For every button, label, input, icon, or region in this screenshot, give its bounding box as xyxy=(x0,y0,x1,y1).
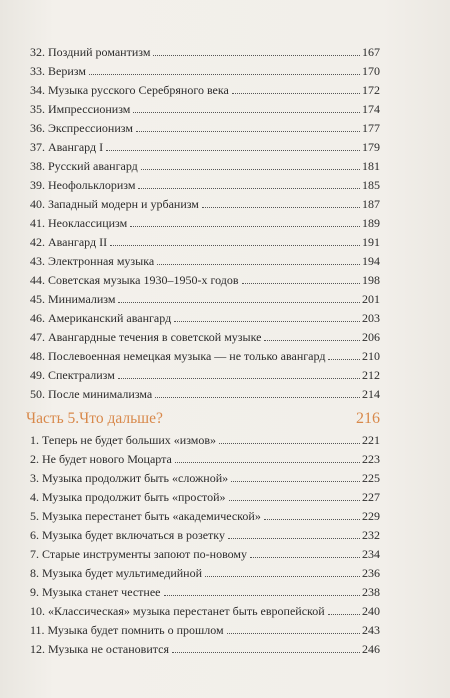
toc-entry-page: 240 xyxy=(362,604,380,618)
toc-entry-page: 214 xyxy=(362,387,380,401)
dot-leader xyxy=(118,302,360,303)
dot-leader xyxy=(328,359,360,360)
toc-entry-title: 8. Музыка будет мультимедийной xyxy=(30,566,203,580)
dot-leader xyxy=(164,595,361,596)
toc-entry-page: 225 xyxy=(362,471,380,485)
toc-entry-title: 32. Поздний романтизм xyxy=(30,45,151,59)
dot-leader xyxy=(232,93,360,94)
toc-entry xyxy=(30,523,380,542)
toc-entry-title: 41. Неоклассицизм xyxy=(30,216,128,230)
toc-entry-page: 223 xyxy=(362,452,380,466)
dot-leader xyxy=(242,283,360,284)
table-of-contents xyxy=(26,40,380,656)
toc-entry-page: 189 xyxy=(362,216,380,230)
toc-entry-title: 50. После минимализма xyxy=(30,387,153,401)
toc-entry-title: 44. Советская музыка 1930–1950-х годов xyxy=(30,273,239,287)
toc-entry xyxy=(30,287,380,306)
dot-leader xyxy=(138,188,360,189)
toc-entry-page: 246 xyxy=(362,642,380,656)
toc-entry xyxy=(30,382,380,401)
toc-entry xyxy=(30,542,380,561)
toc-entry-page: 198 xyxy=(362,273,380,287)
toc-entry-page: 236 xyxy=(362,566,380,580)
toc-entry-page: 206 xyxy=(362,330,380,344)
dot-leader xyxy=(133,112,360,113)
toc-entry-title: 36. Экспрессионизм xyxy=(30,121,133,135)
dot-leader xyxy=(205,576,360,577)
toc-entry xyxy=(30,192,380,211)
toc-entry-title: 4. Музыка продолжит быть «простой» xyxy=(30,490,226,504)
toc-entry-page: 221 xyxy=(362,433,380,447)
toc-entry xyxy=(30,230,380,249)
dot-leader xyxy=(328,614,360,615)
toc-entry-title: 10. «Классическая» музыка перестанет быть европейской xyxy=(30,604,325,618)
dot-leader xyxy=(157,264,360,265)
toc-entry xyxy=(30,59,380,78)
dot-leader xyxy=(118,378,360,379)
toc-entry-title: 48. Послевоенная немецкая музыка — не только авангард xyxy=(30,349,326,363)
toc-entry xyxy=(30,325,380,344)
toc-entry-title: 6. Музыка будет включаться в розетку xyxy=(30,528,225,542)
dot-leader xyxy=(250,557,360,558)
dot-leader xyxy=(229,500,360,501)
toc-entry-title: 45. Минимализм xyxy=(30,292,116,306)
toc-entry-page: 234 xyxy=(362,547,380,561)
toc-entry xyxy=(30,116,380,135)
toc-entry-page: 181 xyxy=(362,159,380,173)
dot-leader xyxy=(219,443,360,444)
toc-entry-title: 47. Авангардные течения в советской музыке xyxy=(30,330,262,344)
toc-entry xyxy=(30,637,380,656)
toc-entry-page: 201 xyxy=(362,292,380,306)
toc-entry-title: 38. Русский авангард xyxy=(30,159,138,173)
toc-entry-title: 46. Американский авангард xyxy=(30,311,172,325)
toc-entry-page: 203 xyxy=(362,311,380,325)
toc-entry-title: 49. Спектрализм xyxy=(30,368,115,382)
dot-leader xyxy=(202,207,360,208)
toc-entry-page: 238 xyxy=(362,585,380,599)
toc-entry-page: 243 xyxy=(362,623,380,637)
toc-entry xyxy=(30,447,380,466)
toc-entry-page: 194 xyxy=(362,254,380,268)
toc-entry xyxy=(30,363,380,382)
toc-entry xyxy=(30,344,380,363)
toc-entry xyxy=(30,485,380,504)
dot-leader xyxy=(136,131,360,132)
toc-entry xyxy=(30,97,380,116)
toc-entry xyxy=(30,466,380,485)
toc-entry-title: 42. Авангард II xyxy=(30,235,108,249)
dot-leader xyxy=(227,633,360,634)
toc-entry-title: 1. Теперь не будет больших «измов» xyxy=(30,433,217,447)
toc-entry-title: 34. Музыка русского Серебряного века xyxy=(30,83,229,97)
toc-entry xyxy=(30,211,380,230)
dot-leader xyxy=(155,397,360,398)
dot-leader xyxy=(231,481,360,482)
toc-entry xyxy=(30,504,380,523)
toc-entry-page: 210 xyxy=(362,349,380,363)
toc-entry-title: 33. Веризм xyxy=(30,64,86,78)
toc-section-part4-continued xyxy=(30,40,380,401)
dot-leader xyxy=(228,538,360,539)
toc-entry-title: 12. Музыка не остановится xyxy=(30,642,169,656)
toc-entry-title: 39. Неофольклоризм xyxy=(30,178,136,192)
toc-entry-title: 37. Авангард I xyxy=(30,140,104,154)
toc-section-part5 xyxy=(30,428,380,656)
toc-entry-page: 177 xyxy=(362,121,380,135)
toc-entry-page: 227 xyxy=(362,490,380,504)
toc-entry-page: 187 xyxy=(362,197,380,211)
toc-entry-page: 232 xyxy=(362,528,380,542)
dot-leader xyxy=(175,462,360,463)
toc-entry xyxy=(30,173,380,192)
toc-entry-title: 3. Музыка продолжит быть «сложной» xyxy=(30,471,229,485)
toc-entry xyxy=(30,618,380,637)
toc-entry-page: 229 xyxy=(362,509,380,523)
toc-entry-title: 5. Музыка перестанет быть «академической» xyxy=(30,509,261,523)
toc-entry-page: 174 xyxy=(362,102,380,116)
dot-leader xyxy=(110,245,360,246)
toc-entry-title: 40. Западный модерн и урбанизм xyxy=(30,197,199,211)
toc-entry-page: 179 xyxy=(362,140,380,154)
dot-leader xyxy=(174,321,360,322)
part-page-number: 216 xyxy=(356,410,380,427)
part-heading xyxy=(26,402,380,428)
toc-entry xyxy=(30,428,380,447)
dot-leader xyxy=(130,226,360,227)
toc-entry-page: 212 xyxy=(362,368,380,382)
toc-entry-page: 170 xyxy=(362,64,380,78)
dot-leader xyxy=(141,169,360,170)
dot-leader xyxy=(89,74,360,75)
toc-entry-title: 35. Импрессионизм xyxy=(30,102,131,116)
part-title: Часть 5.Что дальше? xyxy=(26,410,163,427)
dot-leader xyxy=(264,519,360,520)
toc-entry-title: 2. Не будет нового Моцарта xyxy=(30,452,172,466)
toc-entry-title: 7. Старые инструменты запоют по-новому xyxy=(30,547,248,561)
toc-entry xyxy=(30,561,380,580)
toc-entry-title: 43. Электронная музыка xyxy=(30,254,155,268)
dot-leader xyxy=(264,340,360,341)
toc-entry-page: 167 xyxy=(362,45,380,59)
toc-entry-page: 172 xyxy=(362,83,380,97)
toc-entry-title: 9. Музыка станет честнее xyxy=(30,585,161,599)
toc-entry xyxy=(30,268,380,287)
toc-entry xyxy=(30,78,380,97)
toc-entry xyxy=(30,40,380,59)
toc-entry xyxy=(30,249,380,268)
toc-entry-title: 11. Музыка будет помнить о прошлом xyxy=(30,623,224,637)
toc-entry-page: 191 xyxy=(362,235,380,249)
toc-entry xyxy=(30,306,380,325)
toc-entry xyxy=(30,599,380,618)
dot-leader xyxy=(106,150,360,151)
dot-leader xyxy=(153,55,360,56)
toc-entry-page: 185 xyxy=(362,178,380,192)
toc-entry xyxy=(30,580,380,599)
dot-leader xyxy=(172,652,360,653)
toc-entry xyxy=(30,135,380,154)
toc-entry xyxy=(30,154,380,173)
